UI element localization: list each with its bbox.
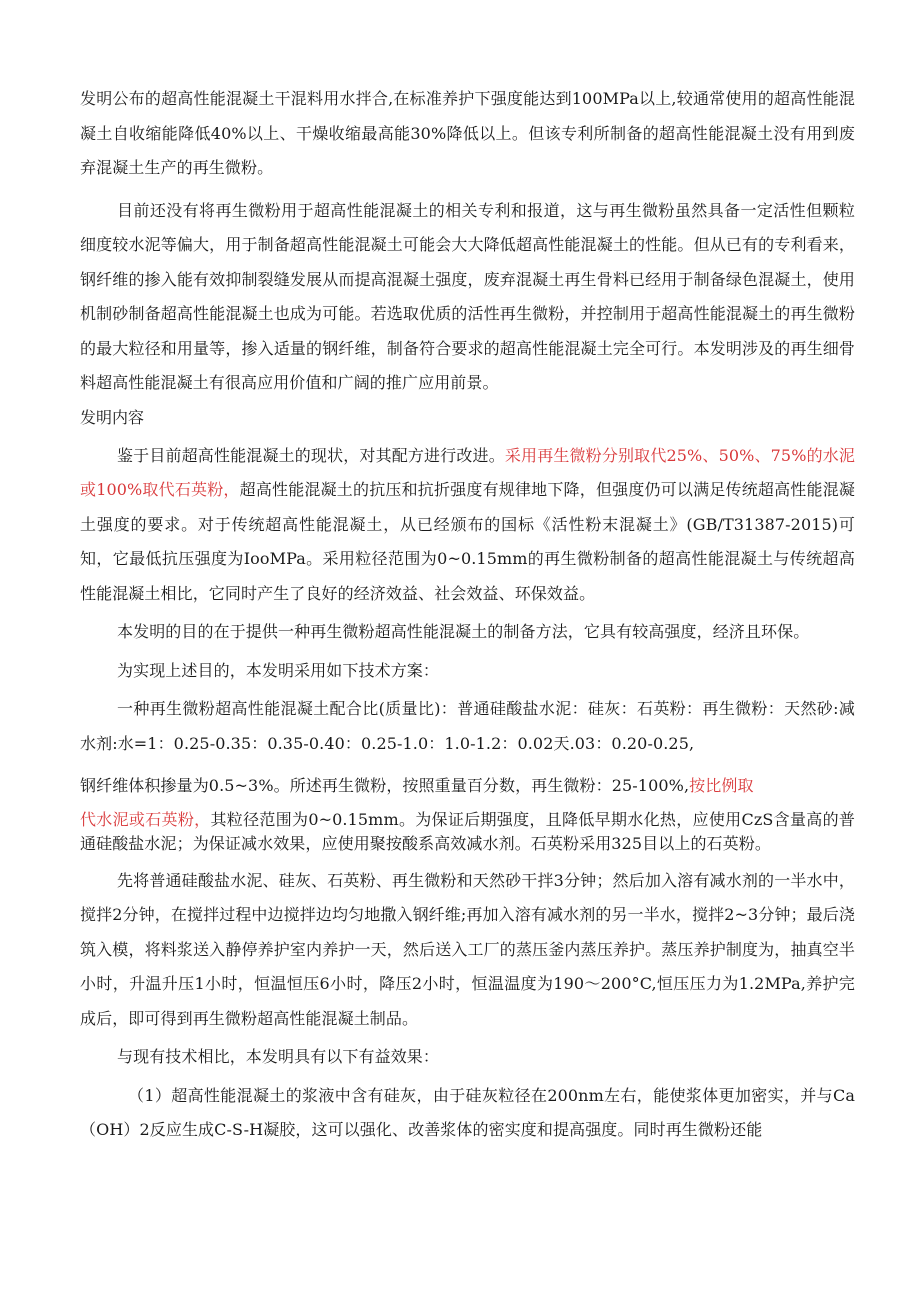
- document-page: [80, 82, 855, 1148]
- highlighted-proportion-text: 按比例取: [689, 776, 754, 795]
- paragraph-steel-fiber-first-line: [80, 769, 855, 804]
- paragraph-technical-scheme-intro: 为实现上述目的，本发明采用如下技术方案：: [117, 660, 440, 680]
- steel-fiber-text: 钢纤维体积掺量为0.5~3%。所述再生微粉，按照重量百分数，再生微粉：25-100%,: [80, 776, 690, 795]
- improvement-result-text: 超高性能混凝土的抗压和抗折强度有规律地下降，但强度仍可以满足传统超高性能混凝土强度的要求。对于传统超高性能混凝土，从已经颁布的国标《活性粉末混凝土》(GB/T31387-2015)可知，它最低抗压强度为IooMPa。采用粒径范围为0~0.15mm的再生微粉制备的超高性能混凝土与传统超高性能混凝土相比，它同时产生了良好的经济效益、社会效益、环保效益。: [80, 480, 855, 603]
- paragraph-mix-ratio: 一种再生微粉超高性能混凝土配合比(质量比)：普通硅酸盐水泥：硅灰：石英粉：再生微粉：天然砂:减水剂:水=1：0.25-0.35：0.35-0.40：0.25-1.0：1.0-1.2：0.02天.03：0.20-0.25,: [80, 699, 855, 753]
- paragraph-improvement: [80, 439, 855, 612]
- highlighted-replace-cement-text: 代水泥或石英粉，: [80, 809, 211, 829]
- paragraph-prior-art-summary: 发明公布的超高性能混凝土干混料用水拌合,在标准养护下强度能达到100MPa以上,较通常使用的超高性能混凝土自收缩能降低40%以上、干燥收缩最高能30%降低以上。但该专利所制备的超高性能混凝土没有用到废弃混凝土生产的再生微粉。: [80, 89, 855, 177]
- highlighted-replacement-text: 采用再生微粉分别取代25%、50%、75%的水泥或100%取代石英粉，: [80, 445, 855, 499]
- section-heading-invention-content: 发明内容: [80, 407, 145, 427]
- improvement-intro-text: 鉴于目前超高性能混凝土的现状，对其配方进行改进。: [117, 445, 505, 465]
- paragraph-benefit-1: （1）超高性能混凝土的浆液中含有硅灰，由于硅灰粒径在200nm左右，能使浆体更加密实，并与Ca（OH）2反应生成C-S-H凝胶，这可以强化、改善浆体的密实度和提高强度。同时再生微粉还能: [80, 1085, 855, 1139]
- particle-size-text: 其粒径范围为0~0.15mm。为保证后期强度，且降低早期水化热，应使用CzS含量高的普通硅酸盐水泥；为保证减水效果，应使用聚按酸系高效减水剂。石英粉采用325目以上的石英粉。: [80, 809, 855, 853]
- paragraph-objective: 本发明的目的在于提供一种再生微粉超高性能混凝土的制备方法，它具有较高强度，经济且环保。: [117, 622, 810, 641]
- paragraph-preparation-process: 先将普通硅酸盐水泥、硅灰、石英粉、再生微粉和天然砂干拌3分钟；然后加入溶有减水剂的一半水中，搅拌2分钟，在搅拌过程中边搅拌边均匀地撒入钢纤维;再加入溶有减水剂的另一半水，搅拌2~3分钟；最后浇筑入模，将料浆送入静停养护室内养护一天，然后送入工厂的蒸压釜内蒸压养护。蒸压养护制度为，抽真空半小时，升温升压1小时，恒温恒压6小时，降压2小时，恒温温度为190～200°C,恒压压力为1.2MPa,养护完成后，即可得到再生微粉超高性能混凝土制品。: [80, 870, 855, 1028]
- paragraph-particle-size: [80, 808, 855, 856]
- paragraph-background: 目前还没有将再生微粉用于超高性能混凝土的相关专利和报道，这与再生微粉虽然具备一定活性但颗粒细度较水泥等偏大，用于制备超高性能混凝土可能会大大降低超高性能混凝土的性能。但从已有的专利看来，钢纤维的掺入能有效抑制裂缝发展从而提高混凝土强度，废弃混凝土再生骨料已经用于制备绿色混凝土，使用机制砂制备超高性能混凝土也成为可能。若选取优质的活性再生微粉，并控制用于超高性能混凝土的再生微粉的最大粒径和用量等，掺入适量的钢纤维，制备符合要求的超高性能混凝土完全可行。本发明涉及的再生细骨料超高性能混凝土有很高应用价值和广阔的推广应用前景。: [80, 200, 855, 392]
- paragraph-benefits-intro: 与现有技术相比，本发明具有以下有益效果：: [117, 1047, 440, 1066]
